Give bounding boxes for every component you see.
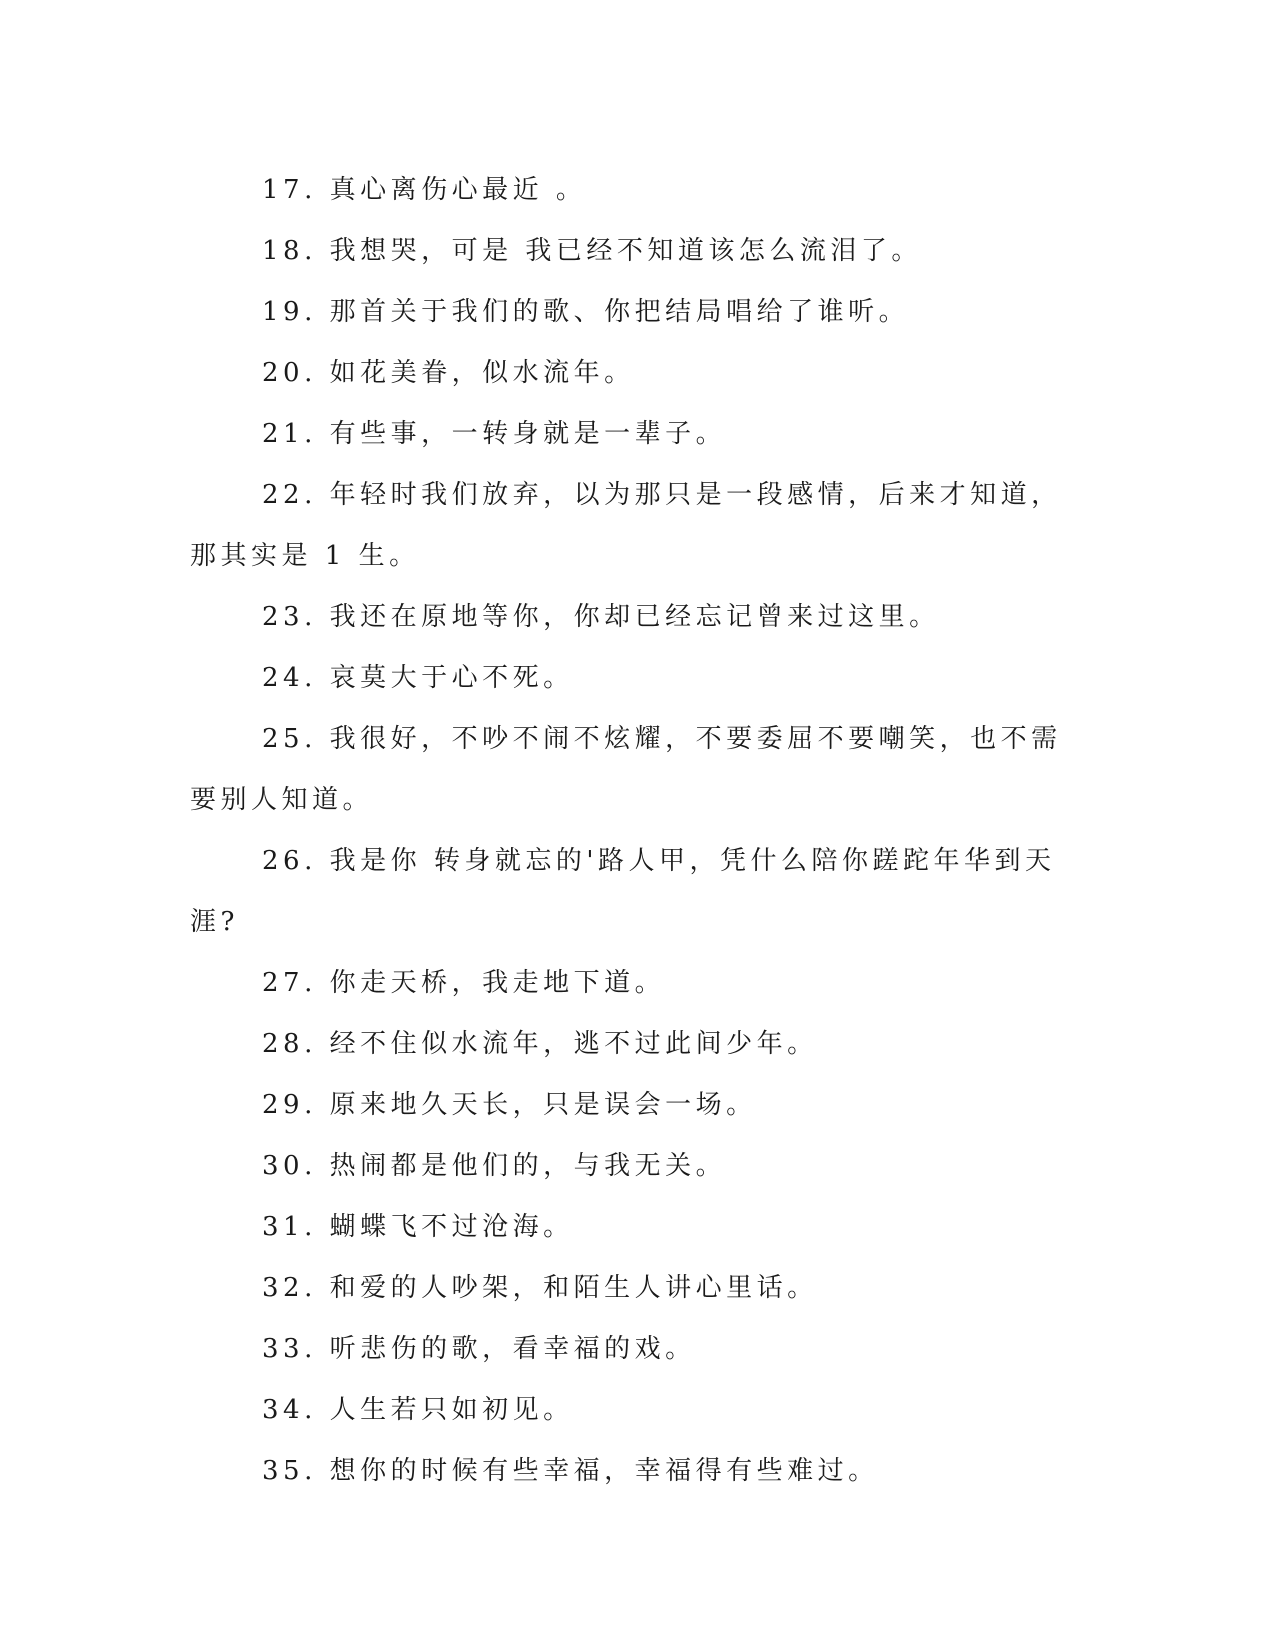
paragraph-25: 25. 我很好，不吵不闹不炫耀，不要委屈不要嘲笑，也不需要别人知道。	[190, 724, 1062, 815]
paragraph-35: 35. 想你的时候有些幸福，幸福得有些难过。	[262, 1456, 879, 1486]
paragraph-24: 24. 哀莫大于心不死。	[262, 663, 574, 693]
paragraph-19: 19. 那首关于我们的歌、你把结局唱给了谁听。	[262, 297, 910, 327]
paragraph-33: 33. 听悲伤的歌，看幸福的戏。	[262, 1334, 696, 1364]
paragraph-23: 23. 我还在原地等你，你却已经忘记曾来过这里。	[262, 602, 940, 632]
paragraph-21: 21. 有些事，一转身就是一辈子。	[262, 419, 727, 449]
paragraph-26: 26. 我是你 转身就忘的'路人甲，凭什么陪你蹉跎年华到天涯?	[190, 846, 1056, 937]
paragraph-34: 34. 人生若只如初见。	[262, 1395, 574, 1425]
paragraph-20: 20. 如花美眷，似水流年。	[262, 358, 635, 388]
paragraph-31: 31. 蝴蝶飞不过沧海。	[262, 1212, 574, 1242]
paragraph-22: 22. 年轻时我们放弃，以为那只是一段感情，后来才知道，那其实是 1 生。	[190, 480, 1062, 571]
document-body	[190, 160, 1070, 1502]
paragraph-27: 27. 你走天桥，我走地下道。	[262, 968, 666, 998]
paragraph-18: 18. 我想哭，可是 我已经不知道该怎么流泪了。	[262, 236, 922, 266]
paragraph-28: 28. 经不住似水流年，逃不过此间少年。	[262, 1029, 818, 1059]
paragraph-30: 30. 热闹都是他们的，与我无关。	[262, 1151, 727, 1181]
paragraph-17: 17. 真心离伤心最近 。	[262, 175, 587, 205]
paragraph-29: 29. 原来地久天长，只是误会一场。	[262, 1090, 757, 1120]
paragraph-32: 32. 和爱的人吵架，和陌生人讲心里话。	[262, 1273, 818, 1303]
